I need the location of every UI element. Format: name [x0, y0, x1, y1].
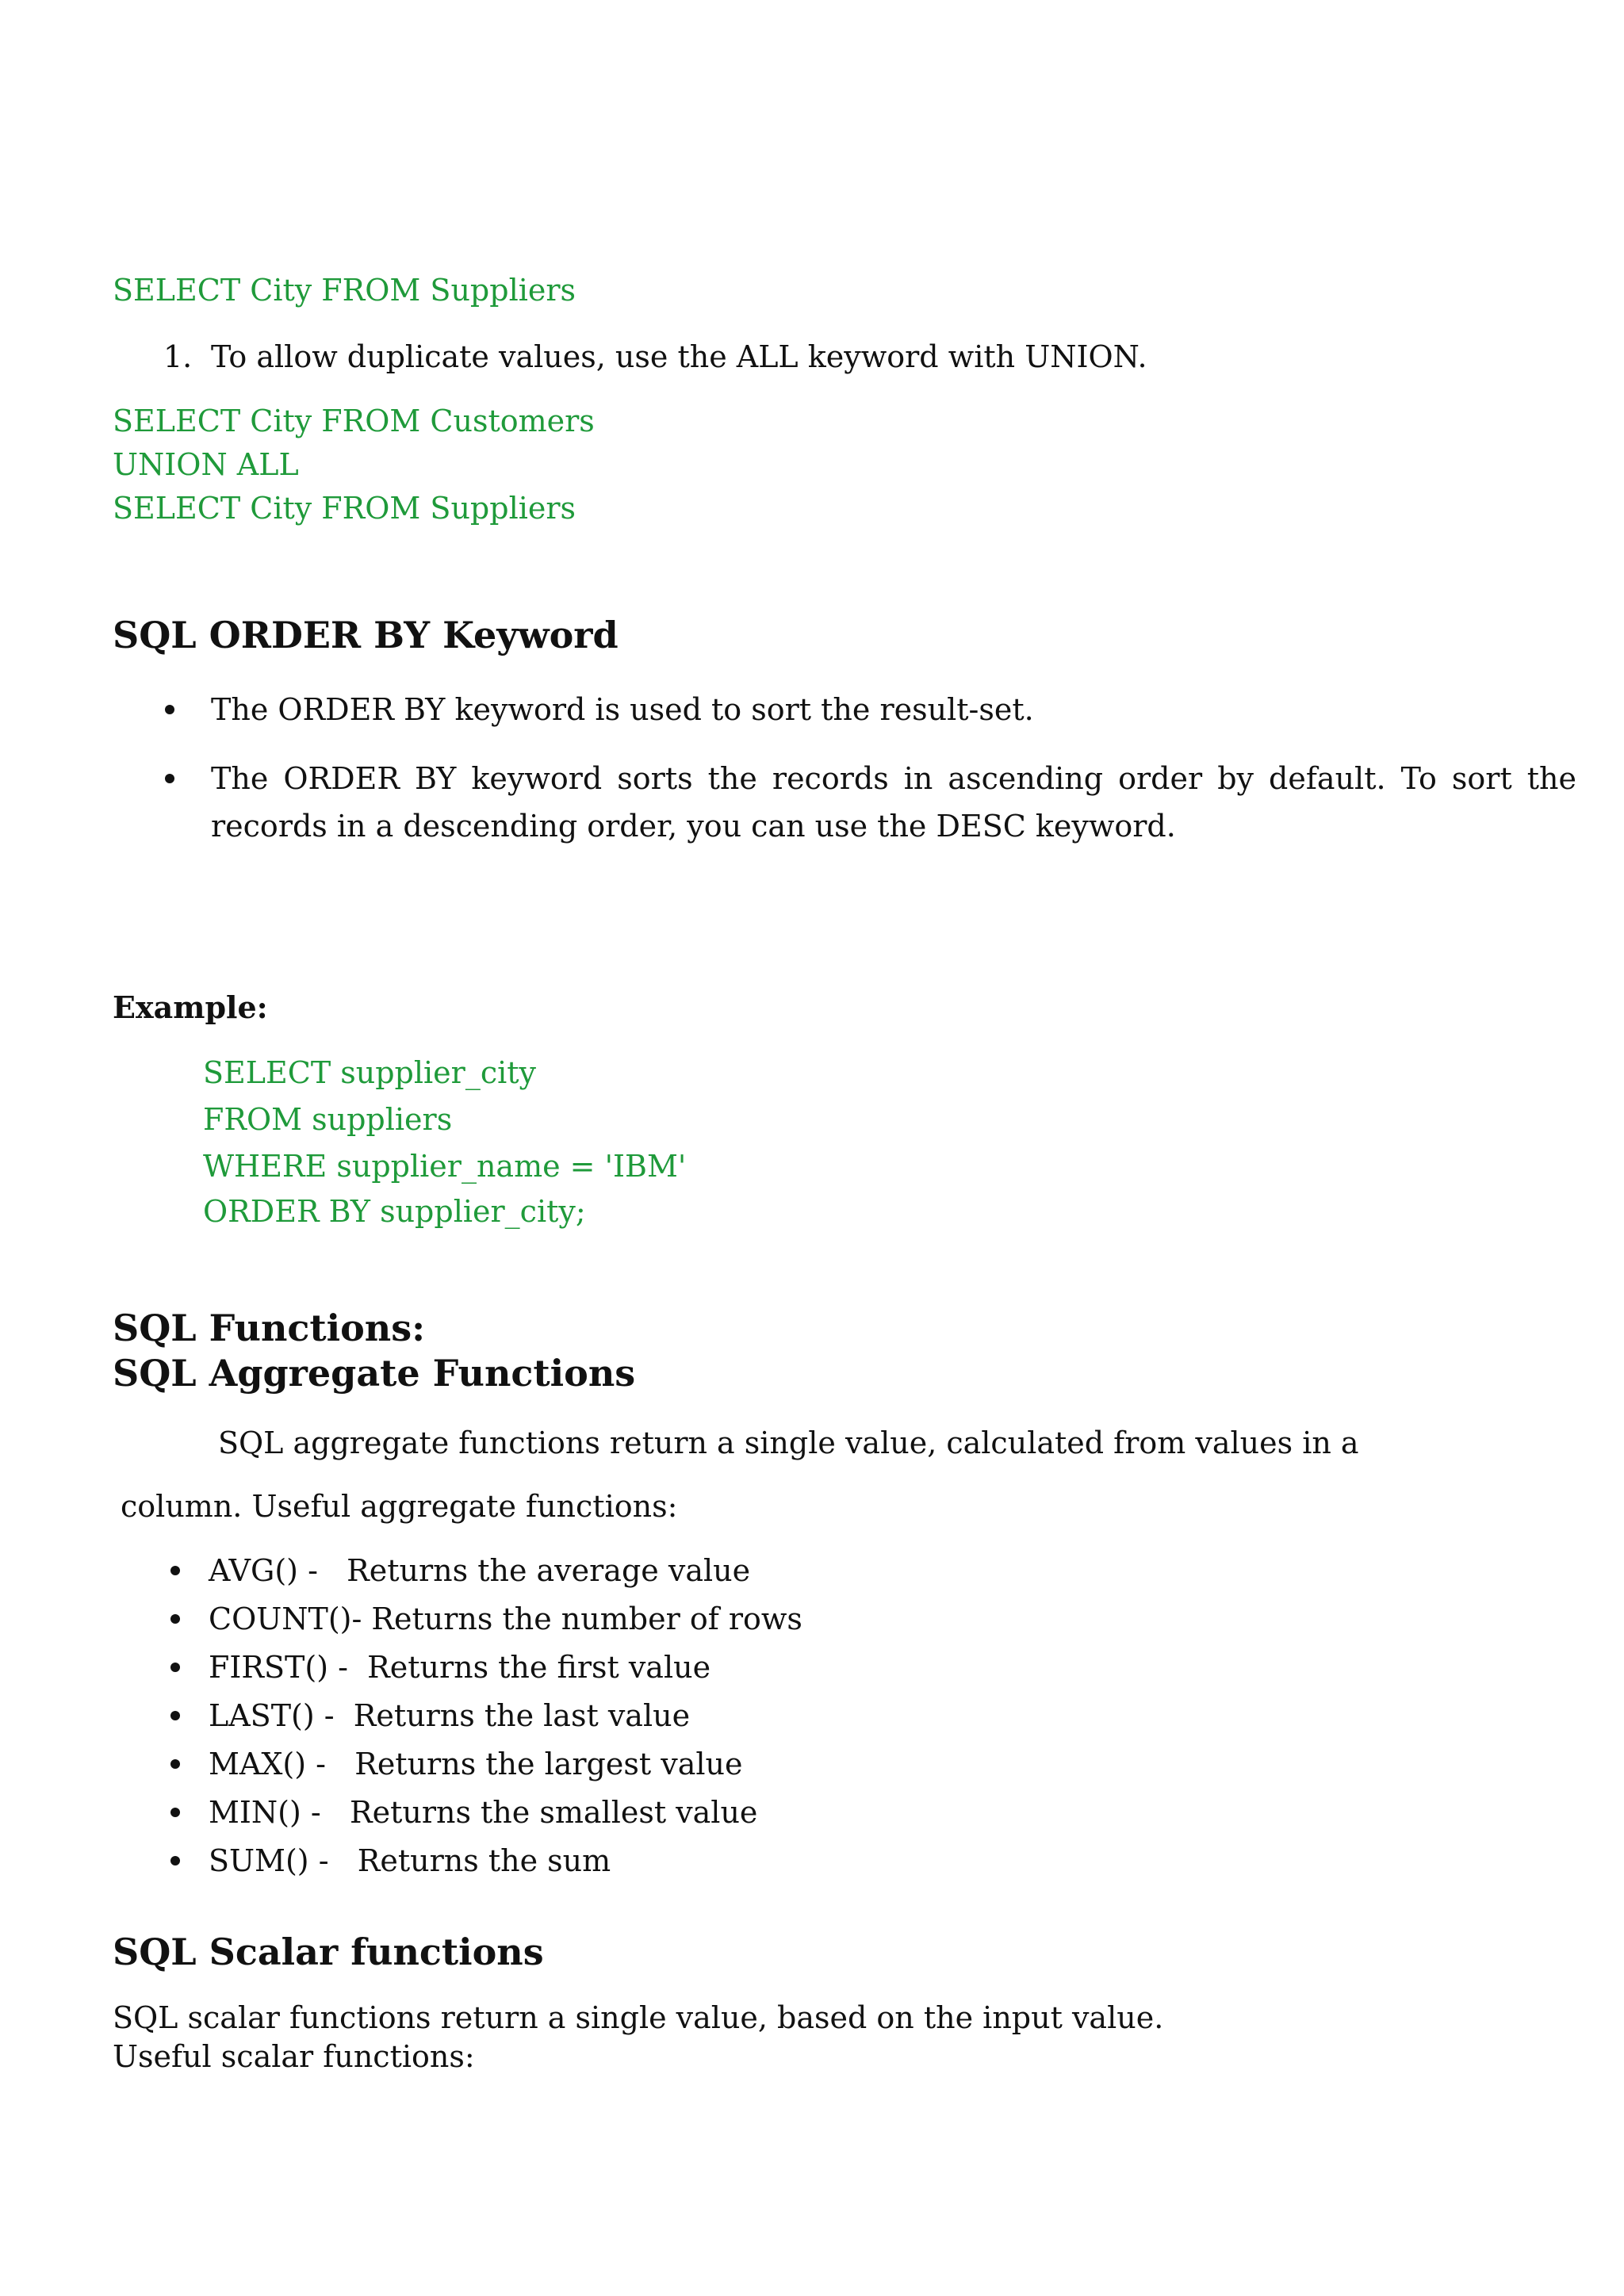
example-label: Example: [113, 989, 268, 1025]
bullet-marker [165, 774, 174, 783]
bullet-marker [170, 1566, 180, 1575]
code-line: FROM suppliers [203, 1102, 453, 1137]
scalar-intro-line: Useful scalar functions: [113, 2039, 475, 2074]
aggregate-intro-line: column. Useful aggregate functions: [121, 1489, 678, 1524]
code-line: SELECT City FROM Customers [113, 404, 595, 438]
code-line: SELECT City FROM Suppliers [113, 491, 576, 526]
bullet-marker [170, 1614, 180, 1624]
section-heading-aggregate: SQL Aggregate Functions [113, 1352, 636, 1395]
aggregate-function-item: MAX() - Returns the largest value [209, 1747, 743, 1781]
bullet-marker [170, 1759, 180, 1769]
bullet-text-justified: The ORDER BY keyword sorts the records in ascending order by default. To sort the [211, 761, 1576, 796]
section-heading-functions: SQL Functions: [113, 1307, 426, 1349]
aggregate-function-item: FIRST() - Returns the first value [209, 1650, 711, 1685]
aggregate-function-item: AVG() - Returns the average value [209, 1553, 751, 1588]
aggregate-intro-line: SQL aggregate functions return a single value, calculated from values in a [218, 1425, 1359, 1460]
bullet-text-continuation: records in a descending order, you can use the DESC keyword. [211, 809, 1176, 844]
aggregate-function-item: COUNT()- Returns the number of rows [209, 1601, 802, 1636]
numbered-item-marker: 1. [163, 339, 193, 374]
code-line: WHERE supplier_name = 'IBM' [203, 1149, 687, 1184]
aggregate-function-item: LAST() - Returns the last value [209, 1698, 691, 1733]
aggregate-function-item: SUM() - Returns the sum [209, 1843, 611, 1878]
numbered-item-text: To allow duplicate values, use the ALL keyword with UNION. [211, 339, 1147, 374]
aggregate-function-item: MIN() - Returns the smallest value [209, 1795, 758, 1830]
code-line-union-tail: SELECT City FROM Suppliers [113, 273, 576, 308]
section-heading-scalar: SQL Scalar functions [113, 1931, 544, 1973]
code-line: UNION ALL [113, 447, 299, 482]
bullet-marker [170, 1856, 180, 1866]
scalar-intro-line: SQL scalar functions return a single value, based on the input value. [113, 2000, 1164, 2035]
bullet-marker [165, 705, 174, 714]
bullet-marker [170, 1808, 180, 1817]
code-line: ORDER BY supplier_city; [203, 1194, 586, 1229]
bullet-text: The ORDER BY keyword is used to sort the result-set. [211, 692, 1034, 727]
bullet-marker [170, 1663, 180, 1672]
bullet-marker [170, 1711, 180, 1720]
section-heading-order-by: SQL ORDER BY Keyword [113, 614, 619, 656]
code-line: SELECT supplier_city [203, 1055, 537, 1090]
